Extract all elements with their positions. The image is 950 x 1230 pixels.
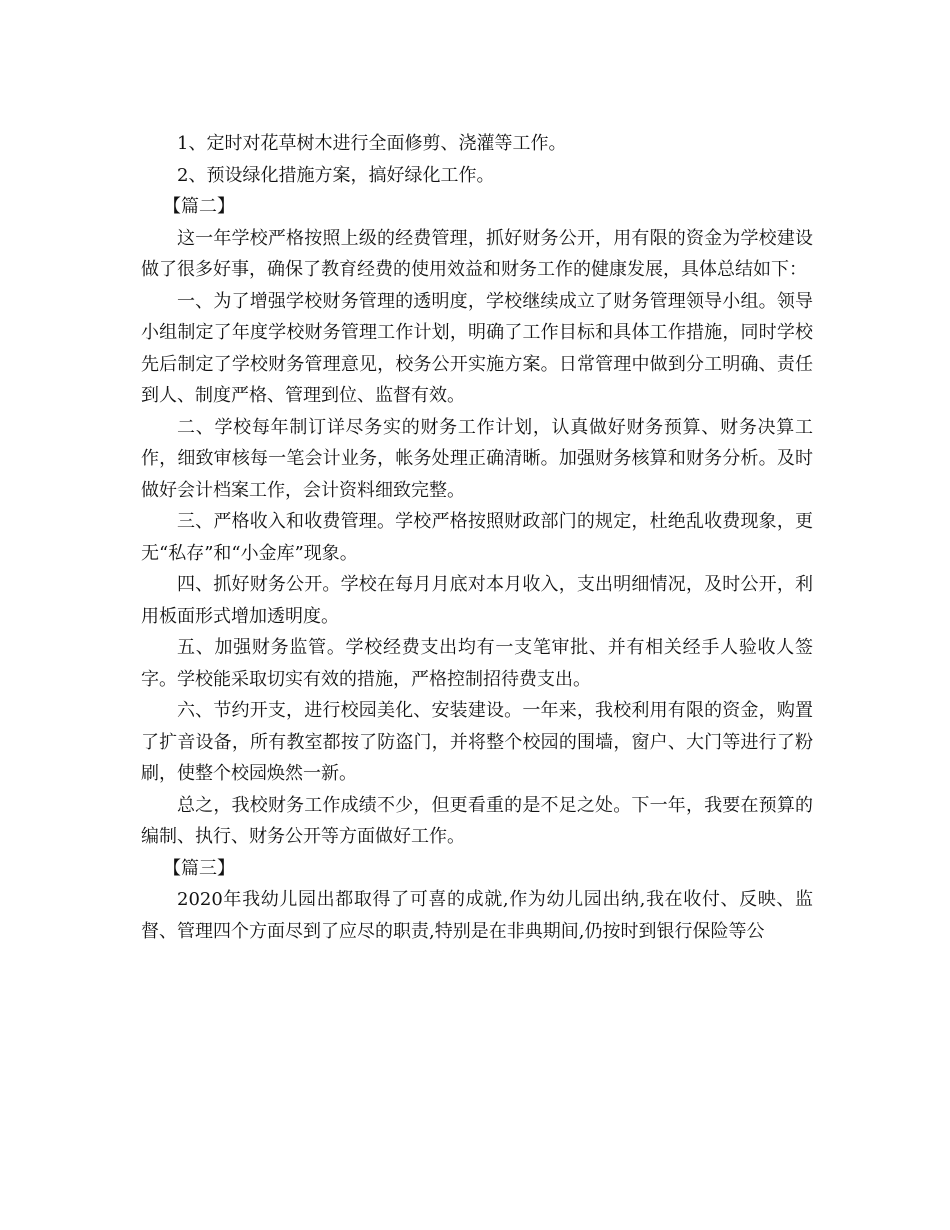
paragraph: 2、预设绿化措施方案，搞好绿化工作。	[177, 164, 495, 186]
paragraph: 一、为了增强学校财务管理的透明度，学校继续成立了财务管理领导小组。领导小组制定了年度学校财务管理工作计划，明确了工作目标和具体工作措施，同时学校先后制定了学校财务管理意见，校务公开实施方案。日常管理中做到分工明确、责任到人、制度严格、管理到位、监督有效。	[141, 290, 813, 406]
paragraph: 总之，我校财务工作成绩不少，但更看重的是不足之处。下一年，我要在预算的编制、执行、财务公开等方面做好工作。	[141, 794, 813, 847]
paragraph: 四、抓好财务公开。学校在每月月底对本月收入，支出明细情况，及时公开，利用板面形式增加透明度。	[141, 574, 813, 627]
paragraph: 六、节约开支，进行校园美化、安装建设。一年来，我校利用有限的资金，购置了扩音设备，所有教室都按了防盗门，并将整个校园的围墙，窗户、大门等进行了粉刷，使整个校园焕然一新。	[141, 700, 813, 784]
document-body	[141, 128, 813, 947]
paragraph: 三、严格收入和收费管理。学校严格按照财政部门的规定，杜绝乱收费现象，更无“私存”和“小金库”现象。	[141, 511, 813, 564]
paragraph: 1、定时对花草树木进行全面修剪、浇灌等工作。	[177, 133, 567, 154]
paragraph: 二、学校每年制订详尽务实的财务工作计划，认真做好财务预算、财务决算工作，细致审核每一笔会计业务，帐务处理正确清晰。加强财务核算和财务分析。及时做好会计档案工作，会计资料细致完整。	[141, 416, 813, 501]
section-heading: 【篇三】	[163, 857, 235, 879]
paragraph: 五、加强财务监管。学校经费支出均有一支笔审批、并有相关经手人验收人签字。学校能采取切实有效的措施，严格控制招待费支出。	[141, 637, 813, 690]
section-heading: 【篇二】	[163, 196, 235, 217]
paragraph: 这一年学校严格按照上级的经费管理，抓好财务公开，用有限的资金为学校建设做了很多好事，确保了教育经费的使用效益和财务工作的健康发展，具体总结如下：	[141, 227, 813, 280]
paragraph: 2020年我幼儿园出都取得了可喜的成就,作为幼儿园出纳,我在收付、反映、监督、管理四个方面尽到了应尽的职责,特别是在非典期间,仍按时到银行保险等公	[141, 889, 813, 942]
